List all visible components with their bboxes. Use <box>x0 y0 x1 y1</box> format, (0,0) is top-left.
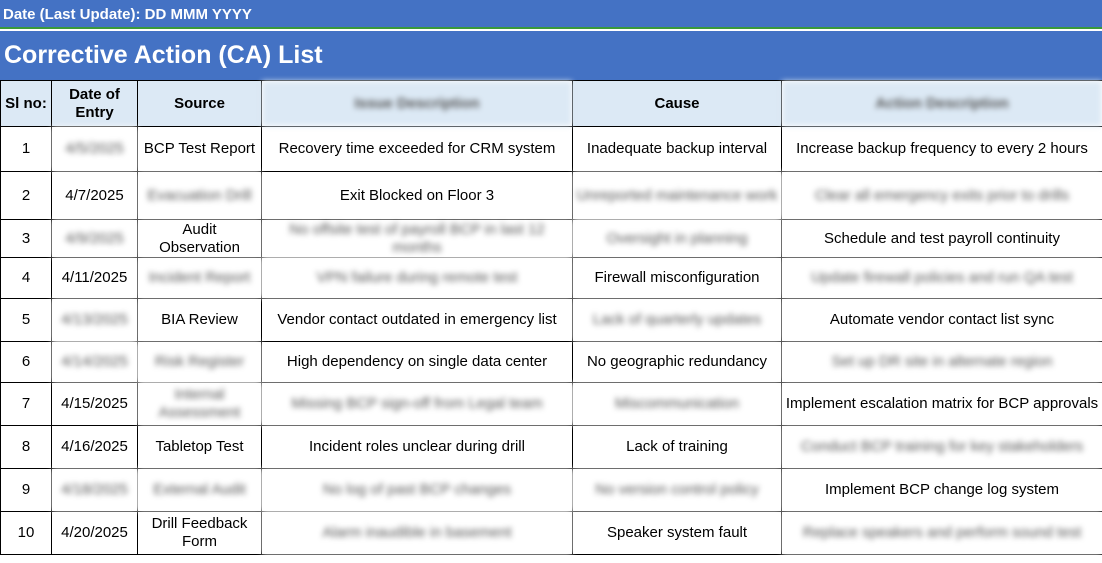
cell-source[interactable]: Internal Assessment <box>138 383 262 426</box>
cell-action-description[interactable]: Update firewall policies and run QA test <box>782 258 1102 299</box>
cell-sl-no[interactable]: 2 <box>1 172 52 220</box>
cell-sl-no[interactable]: 4 <box>1 258 52 299</box>
cell-issue-description[interactable]: Missing BCP sign-off from Legal team <box>262 383 573 426</box>
cell-cause[interactable]: Oversight in planning <box>573 220 782 258</box>
cell-action-description[interactable]: Automate vendor contact list sync <box>782 299 1102 342</box>
col-header-issue-description[interactable]: Issue Description <box>262 81 573 127</box>
cell-issue-description[interactable]: Vendor contact outdated in emergency list <box>262 299 573 342</box>
cell-cause[interactable]: No version control policy <box>573 469 782 512</box>
table-row <box>1 127 1102 172</box>
cell-sl-no[interactable]: 1 <box>1 127 52 172</box>
cell-source[interactable]: Evacuation Drill <box>138 172 262 220</box>
cell-cause[interactable]: Lack of quarterly updates <box>573 299 782 342</box>
cell-action-description[interactable]: Set up DR site in alternate region <box>782 342 1102 383</box>
cell-action-description[interactable]: Conduct BCP training for key stakeholders <box>782 426 1102 469</box>
cell-issue-description[interactable]: Alarm inaudible in basement <box>262 512 573 555</box>
page-title: Corrective Action (CA) List <box>0 31 1102 80</box>
cell-source[interactable]: Tabletop Test <box>138 426 262 469</box>
cell-source[interactable]: BCP Test Report <box>138 127 262 172</box>
cell-sl-no[interactable]: 3 <box>1 220 52 258</box>
cell-date-of-entry[interactable]: 4/13/2025 <box>52 299 138 342</box>
cell-cause[interactable]: Lack of training <box>573 426 782 469</box>
cell-source[interactable]: Risk Register <box>138 342 262 383</box>
cell-sl-no[interactable]: 5 <box>1 299 52 342</box>
table-header-row <box>1 81 1102 127</box>
cell-sl-no[interactable]: 6 <box>1 342 52 383</box>
cell-issue-description[interactable]: High dependency on single data center <box>262 342 573 383</box>
cell-source[interactable]: External Audit <box>138 469 262 512</box>
cell-sl-no[interactable]: 7 <box>1 383 52 426</box>
col-header-sl-no[interactable]: Sl no: <box>1 81 52 127</box>
cell-date-of-entry[interactable]: 4/15/2025 <box>52 383 138 426</box>
table-row <box>1 299 1102 342</box>
cell-source[interactable]: Incident Report <box>138 258 262 299</box>
cell-action-description[interactable]: Implement escalation matrix for BCP approvals <box>782 383 1102 426</box>
col-header-action-description[interactable]: Action Description <box>782 81 1102 127</box>
table-row <box>1 426 1102 469</box>
cell-issue-description[interactable]: Recovery time exceeded for CRM system <box>262 127 573 172</box>
cell-cause[interactable]: Inadequate backup interval <box>573 127 782 172</box>
cell-issue-description[interactable]: No offsite test of payroll BCP in last 12 months <box>262 220 573 258</box>
cell-issue-description[interactable]: No log of past BCP changes <box>262 469 573 512</box>
cell-cause[interactable]: Unreported maintenance work <box>573 172 782 220</box>
table-row <box>1 220 1102 258</box>
cell-action-description[interactable]: Schedule and test payroll continuity <box>782 220 1102 258</box>
cell-issue-description[interactable]: Incident roles unclear during drill <box>262 426 573 469</box>
cell-issue-description[interactable]: Exit Blocked on Floor 3 <box>262 172 573 220</box>
cell-date-of-entry[interactable]: 4/18/2025 <box>52 469 138 512</box>
table-row <box>1 342 1102 383</box>
cell-date-of-entry[interactable]: 4/5/2025 <box>52 127 138 172</box>
cell-date-of-entry[interactable]: 4/11/2025 <box>52 258 138 299</box>
cell-date-of-entry[interactable]: 4/9/2025 <box>52 220 138 258</box>
col-header-source[interactable]: Source <box>138 81 262 127</box>
cell-date-of-entry[interactable]: 4/14/2025 <box>52 342 138 383</box>
cell-sl-no[interactable]: 9 <box>1 469 52 512</box>
cell-source[interactable]: Audit Observation <box>138 220 262 258</box>
col-header-date-of-entry[interactable]: Date of Entry <box>52 81 138 127</box>
table-row <box>1 469 1102 512</box>
cell-action-description[interactable]: Replace speakers and perform sound test <box>782 512 1102 555</box>
cell-action-description[interactable]: Clear all emergency exits prior to drills <box>782 172 1102 220</box>
cell-cause[interactable]: Miscommunication <box>573 383 782 426</box>
col-header-cause[interactable]: Cause <box>573 81 782 127</box>
cell-action-description[interactable]: Increase backup frequency to every 2 hours <box>782 127 1102 172</box>
table-row <box>1 512 1102 555</box>
last-update-date: Date (Last Update): DD MMM YYYY <box>0 0 1102 29</box>
table-row <box>1 172 1102 220</box>
corrective-action-table <box>0 80 1102 555</box>
cell-source[interactable]: BIA Review <box>138 299 262 342</box>
cell-issue-description[interactable]: VPN failure during remote test <box>262 258 573 299</box>
cell-sl-no[interactable]: 8 <box>1 426 52 469</box>
cell-date-of-entry[interactable]: 4/7/2025 <box>52 172 138 220</box>
cell-source[interactable]: Drill Feedback Form <box>138 512 262 555</box>
cell-date-of-entry[interactable]: 4/16/2025 <box>52 426 138 469</box>
cell-sl-no[interactable]: 10 <box>1 512 52 555</box>
cell-date-of-entry[interactable]: 4/20/2025 <box>52 512 138 555</box>
table-row <box>1 258 1102 299</box>
cell-cause[interactable]: Speaker system fault <box>573 512 782 555</box>
cell-cause[interactable]: Firewall misconfiguration <box>573 258 782 299</box>
table-row <box>1 383 1102 426</box>
cell-cause[interactable]: No geographic redundancy <box>573 342 782 383</box>
cell-action-description[interactable]: Implement BCP change log system <box>782 469 1102 512</box>
